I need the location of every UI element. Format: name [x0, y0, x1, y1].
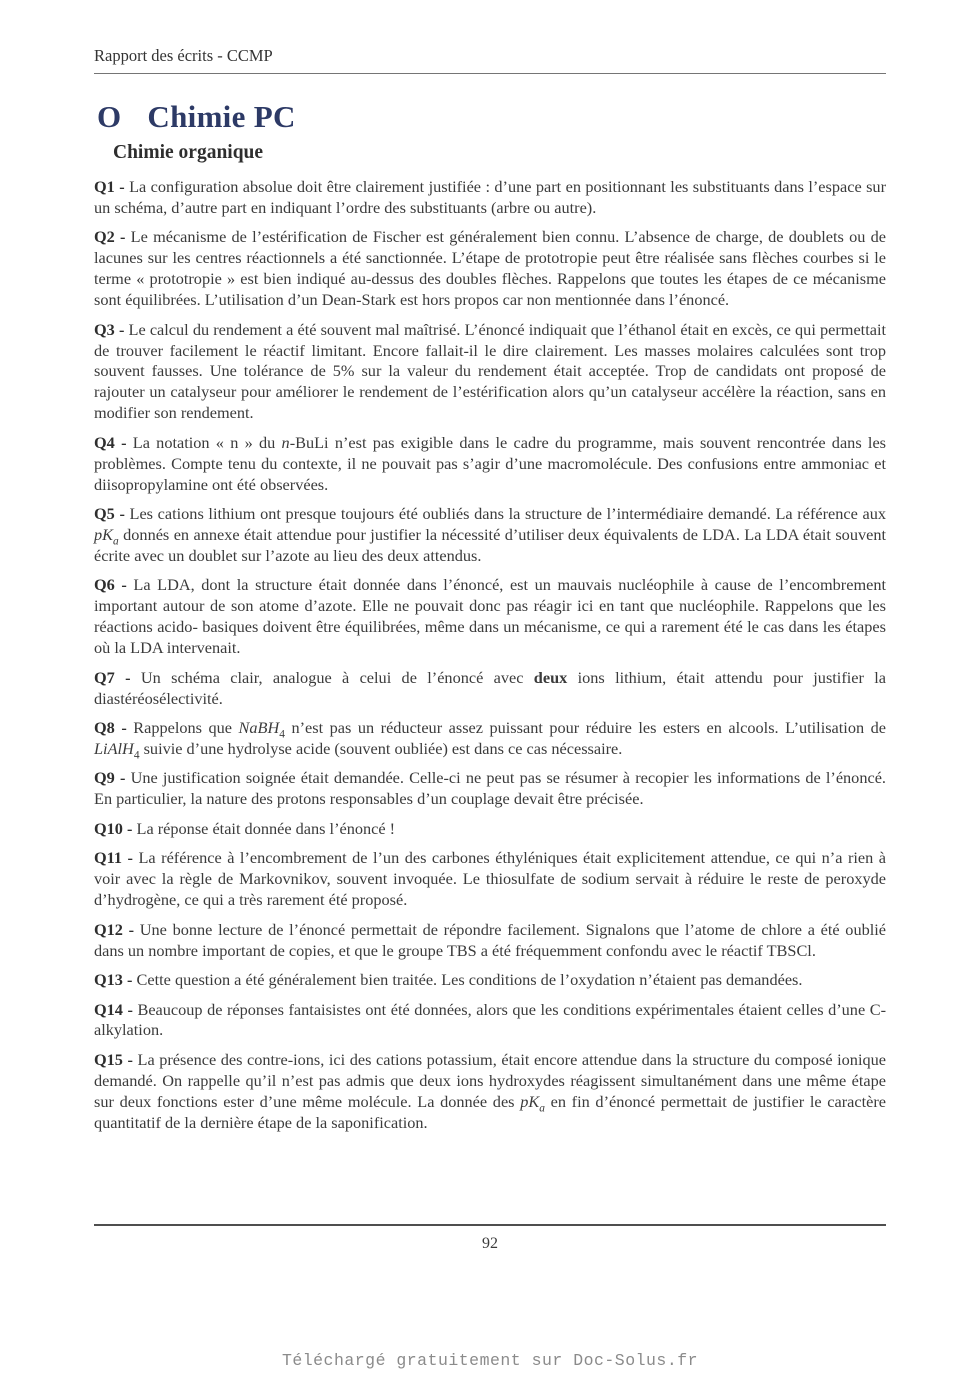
question-text-segment: a — [539, 1102, 545, 1114]
question-label: Q9 - — [94, 768, 131, 788]
question-label: Q5 - — [94, 504, 130, 524]
question-text-segment: deux — [533, 667, 568, 687]
question-text-segment: pK — [94, 524, 114, 544]
section-title — [97, 99, 296, 135]
question-text-segment: La présence des contre-ions, ici des cations potassium, était encore attendue dans la structure du composé ionique demandé. On rappelle qu’il n’est pas admis que deux ions hydroxydes réagissent simultanément dans une même étape sur deux fonctions ester d’une même molécule. La donnée des — [94, 1049, 886, 1111]
report-item — [94, 227, 886, 311]
question-label: Q4 - — [94, 432, 133, 452]
question-label: Q1 - — [94, 177, 130, 196]
section-letter: O — [97, 99, 122, 134]
question-text-segment: Le calcul du rendement a été souvent mal maîtrisé. L’énoncé indiquait que l’éthanol était en excès, ce qui permettait de trouver facilement le réactif limitant. Encore fallait-il le dire clairement. Les masses molaires calculées sont trop souvent fausses. Une tolérance de 5% sur la valeur du rendement était acceptée. Trop de candidats ont proposé de rajouter un catalyseur pour améliorer le rendement de l’estérification alors qu’un catalyseur accélère la réaction, sans en modifier son rendement. — [94, 319, 886, 423]
report-item — [94, 819, 886, 840]
report-item — [94, 970, 886, 991]
question-text-segment: La LDA, dont la structure était donnée dans l’énoncé, est un mauvais nucléophile à cause de l’encombrement important autour de son atome d’azote. Elle ne pouvait donc pas réagir ici en tant que nucléophile. Rappelons que les réactions acido- basiques doivent être équilibrées, même dans un mécanisme, ce qui a rarement été le cas dans les étapes où la LDA intervenait. — [94, 575, 886, 658]
question-text-segment: La réponse était donnée dans l’énoncé ! — [136, 818, 396, 838]
question-text-segment: NaBH — [238, 718, 280, 737]
question-label: Q10 - — [94, 818, 137, 838]
question-text-segment: en fin d’énoncé permettait de justifier le caractère quantitatif de la dernière étape de la saponification. — [94, 1091, 886, 1132]
question-label: Q15 - — [94, 1049, 138, 1069]
question-text-segment: Une justification soignée était demandée. Celle-ci ne peut pas se résumer à recopier les informations de l’énoncé. En particulier, la nature des protons responsables d’un couplage devait être précisée. — [94, 768, 886, 809]
question-text-segment: La configuration absolue doit être clairement justifiée : d’une part en positionnant les substituants dans l’espace sur un schéma, d’autre part en indiquant l’ordre des substituants (arbre ou autre). — [94, 177, 886, 217]
question-text-segment: LiAlH — [94, 738, 134, 758]
question-label: Q14 - — [94, 999, 138, 1019]
question-text-segment: ions lithium, était attendu pour justifier la diastéréosélectivité. — [94, 667, 886, 708]
report-item — [94, 768, 886, 810]
question-text-segment: Rappelons que — [133, 718, 239, 737]
report-item — [94, 1050, 886, 1134]
question-text-segment: Un schéma clair, analogue à celui de l’énoncé avec — [140, 667, 534, 687]
question-text-segment: Cette question a été généralement bien traitée. Les conditions de l’oxydation n’étaient pas demandées. — [136, 970, 803, 990]
report-item — [94, 848, 886, 911]
section-name: Chimie PC — [147, 99, 296, 134]
question-label: Q7 - — [94, 667, 141, 687]
footer-rule — [94, 1224, 886, 1226]
question-text-segment: Beaucoup de réponses fantaisistes ont été données, alors que les conditions expérimentales étaient celles d’une C- alkylation. — [94, 999, 886, 1040]
running-header — [94, 46, 886, 74]
report-item — [94, 1000, 886, 1042]
report-item — [94, 718, 886, 760]
question-text-segment: 4 — [279, 728, 285, 741]
report-item — [94, 433, 886, 496]
question-label: Q3 - — [94, 319, 129, 339]
question-text-segment: donnés en annexe était attendue pour justifier la nécessité d’utiliser deux équivalents de LDA. La LDA était souvent écrite avec un doublet sur l’azote au lieu des deux attendus. — [94, 524, 886, 565]
report-item — [94, 504, 886, 567]
report-item — [94, 920, 886, 962]
running-header-title: Rapport des écrits - CCMP — [94, 46, 273, 65]
question-text-segment: Le mécanisme de l’estérification de Fischer est généralement bien connu. L’absence de charge, de doublets ou de lacunes sur les centres réactionnels a été sanctionnée. L’étape de prototropie peut être réalisée sans flèches courbes si le terme « prototropie » est bien indiqué au-dessus des doubles flèches. Rappelons que toutes les étapes de ce mécanisme sont équilibrées. L’utilisation d’un Dean-Stark est hors propos car non mentionnée dans l’énoncé. — [94, 227, 886, 310]
question-label: Q2 - — [94, 227, 131, 247]
question-text-segment: pK — [520, 1091, 540, 1111]
question-label: Q8 - — [94, 718, 134, 737]
question-text-segment: La notation « n » du — [132, 432, 282, 452]
question-label: Q12 - — [94, 919, 140, 939]
page-number: 92 — [482, 1235, 498, 1252]
question-label: Q13 - — [94, 970, 137, 990]
question-text-segment: n’est pas un réducteur assez puissant pour réduire les esters en alcools. L’utilisation de — [284, 718, 886, 737]
question-label: Q11 - — [94, 848, 139, 868]
report-item — [94, 177, 886, 219]
report-item — [94, 320, 886, 425]
question-text-segment: Une bonne lecture de l’énoncé permettait de répondre facilement. Signalons que l’atome de chlore a été oublié dans un nombre important de copies, et que le groupe TBS a été fréquemment confondu avec le réactif TBSCl. — [94, 919, 886, 960]
question-text-segment: n — [281, 432, 290, 452]
question-text-segment: -BuLi n’est pas exigible dans le cadre du programme, mais souvent rencontrée dans les problèmes. Compte tenu du contexte, il ne pouvait pas s’agir d’une macromolécule. Des confusions entre ammoniac et diisopropylamine ont été observées. — [94, 432, 887, 494]
report-paragraphs — [94, 177, 886, 1142]
question-text-segment: 4 — [133, 749, 140, 762]
question-text-segment: La référence à l’encombrement de l’un des carbones éthyléniques était explicitement attendue, ce qui n’a rien à voir avec la règle de Markovnikov, souvent invoquée. Le thiosulfate de sodium servait à réduire le reste de peroxyde d’hydrogène, ce qui a très rarement été proposé. — [94, 848, 887, 910]
question-text-segment: Les cations lithium ont presque toujours été oubliés dans la structure de l’intermédiaire demandé. La référence aux — [129, 504, 886, 524]
report-item — [94, 668, 886, 710]
question-text-segment: a — [113, 535, 119, 548]
question-label: Q6 - — [94, 575, 134, 595]
question-text-segment: suivie d’une hydrolyse acide (souvent oubliée) est dans ce cas nécessaire. — [139, 738, 623, 758]
subsection-title: Chimie organique — [113, 142, 264, 163]
report-item — [94, 575, 886, 659]
watermark: Téléchargé gratuitement sur Doc-Solus.fr — [281, 1351, 699, 1370]
